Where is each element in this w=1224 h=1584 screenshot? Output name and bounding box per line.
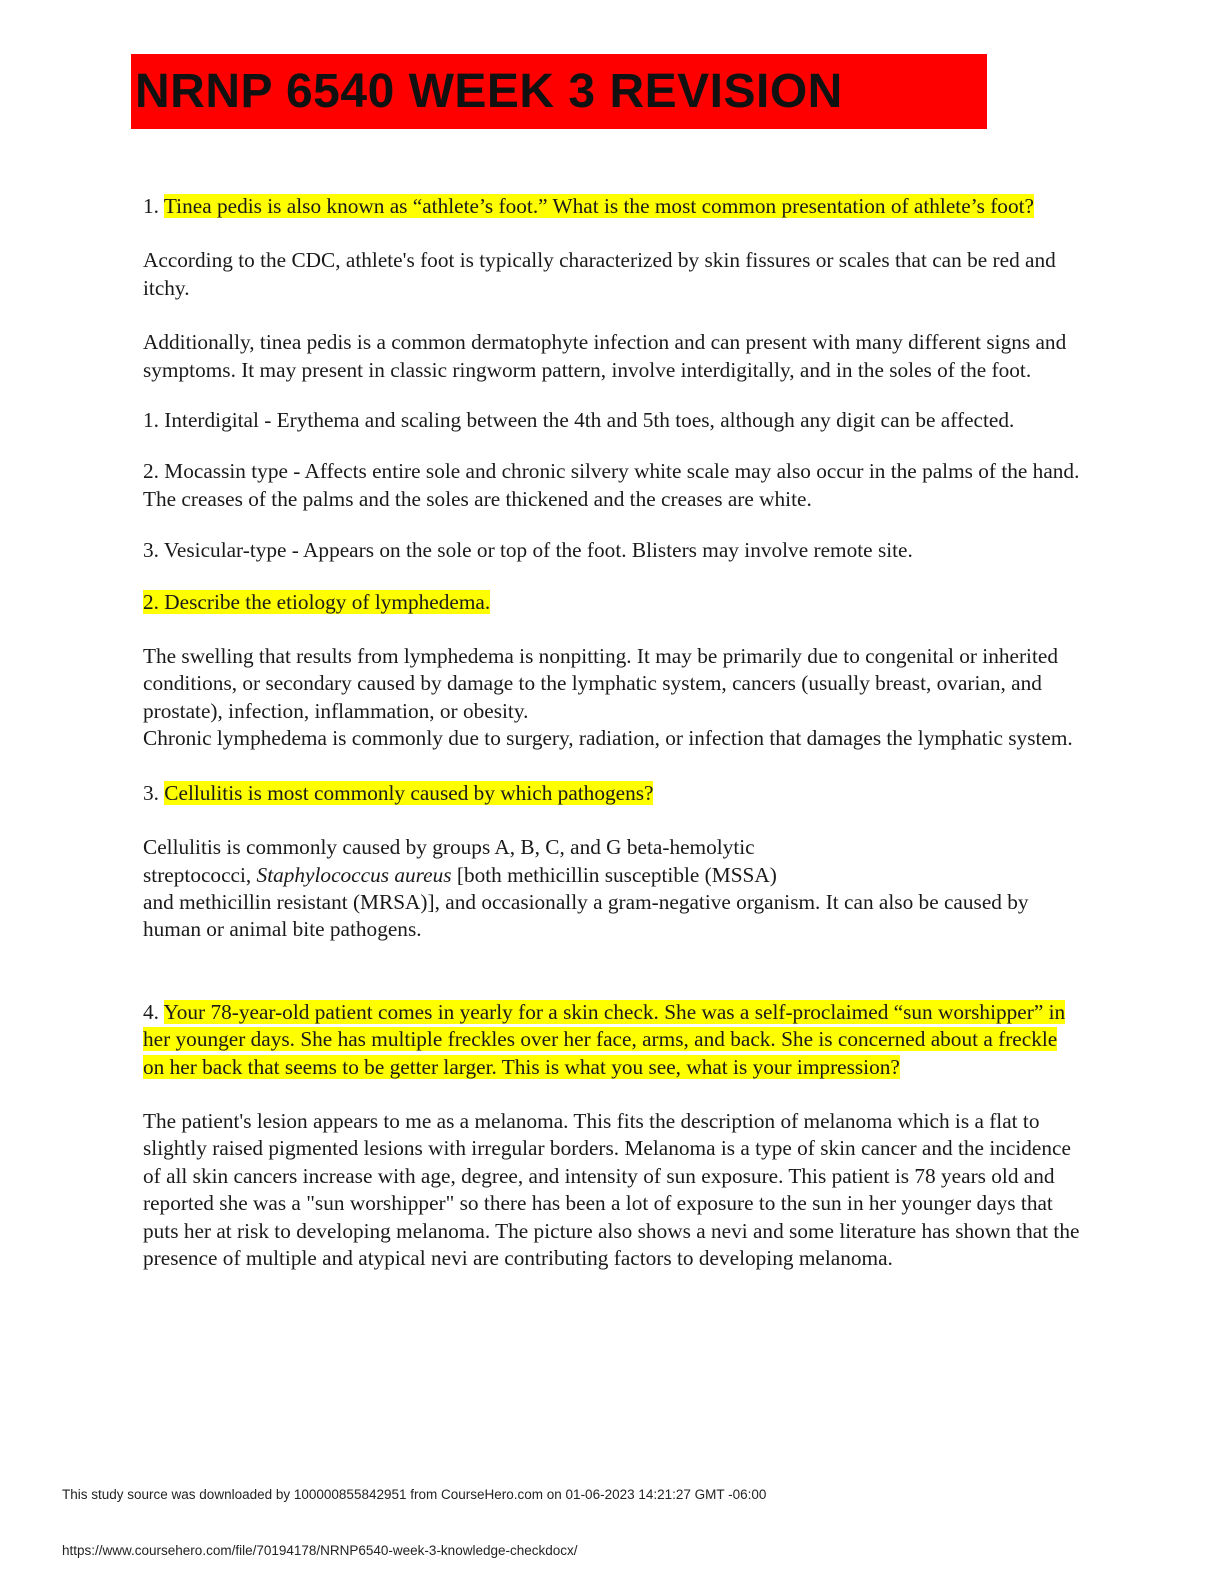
answer-4-paragraph: The patient's lesion appears to me as a melanoma. This fits the description of melanoma which is a flat to slightly raised pigmented lesions with irregular borders. Melanoma is a type of skin cancer and the incidence of all skin cancers increase with age, degree, and intensity of sun exposure. This patient is 78 years old and reported she was a "sun worshipper" so there has been a lot of exposure to the sun in her younger days that puts her at risk to developing melanoma. The picture also shows a nevi and some literature has shown that the presence of multiple and atypical nevi are contributing factors to developing melanoma. — [143, 1108, 1080, 1270]
document-body — [143, 193, 1083, 1272]
answer-2-paragraph-2: Chronic lymphedema is commonly due to surgery, radiation, or infection that damages the lymphatic system. — [143, 726, 1073, 751]
answer-1-list-item-1: 1. Interdigital - Erythema and scaling between the 4th and 5th toes, although any digit can be affected. — [143, 408, 1015, 433]
answer-1-list-item-2: 2. Mocassin type - Affects entire sole and chronic silvery white scale may also occur in the palms of the hand. The creases of the palms and the soles are thickened and the creases are white. — [143, 459, 1080, 511]
download-note: This study source was downloaded by 100000855842951 from CourseHero.com on 01-06-2023 14:21:27 GMT -06:00 — [62, 1487, 767, 1502]
question-3-number: 3. — [143, 780, 165, 805]
answer-3-line-3: and methicillin resistant (MRSA)], and occasionally a gram-negative organism. It can also be caused by human or animal bite pathogens. — [143, 889, 1029, 942]
title-banner — [131, 54, 987, 129]
question-4-text: Your 78-year-old patient comes in yearly for a skin check. She was a self-proclaimed “sun worshipper” in her younger days. She has multiple freckles over her face, arms, and back. She is concerned about a freckle on her back that seems to be getter larger. This is what you see, what is your impression? — [143, 999, 1066, 1079]
answer-1-paragraph-1: According to the CDC, athlete's foot is typically characterized by skin fissures or scales that can be red and itchy. — [143, 248, 1056, 300]
question-2 — [143, 589, 1083, 616]
answer-3-rest: [both methicillin susceptible (MSSA) — [451, 862, 777, 887]
question-4 — [143, 999, 1083, 1081]
page-title: NRNP 6540 WEEK 3 REVISION — [135, 65, 843, 118]
answer-2-paragraph-1: The swelling that results from lymphedema is nonpitting. It may be primarily due to congenital or inherited conditions, or secondary caused by damage to the lymphatic system, cancers (usually breast, ovarian, and prostate), infection, inflammation, or obesity. — [143, 644, 1058, 723]
question-4-number: 4. — [143, 999, 164, 1024]
answer-3-line-2 — [143, 862, 1083, 889]
question-1-text: Tinea pedis is also known as “athlete’s foot.” What is the most common presentation of athlete’s foot? — [163, 194, 1034, 218]
question-1 — [143, 193, 1083, 220]
answer-3-prefix: streptococci, — [143, 862, 257, 887]
question-1-number: 1. — [143, 194, 164, 218]
answer-3-line-1: Cellulitis is commonly caused by groups A, B, C, and G beta-hemolytic — [143, 835, 755, 860]
answer-1-paragraph-2: Additionally, tinea pedis is a common dermatophyte infection and can present with many different signs and symptoms. It may present in classic ringworm pattern, involve interdigitally, and in the soles of the foot. — [143, 330, 1067, 382]
question-2-text: 2. Describe the etiology of lymphedema. — [143, 589, 491, 614]
answer-1-list-item-3: 3. Vesicular-type - Appears on the sole or top of the foot. Blisters may involve remote site. — [143, 538, 913, 563]
answer-3-organism: Staphylococcus aureus — [256, 862, 452, 887]
question-3-text: Cellulitis is most commonly caused by which pathogens? — [164, 780, 654, 805]
source-url[interactable]: https://www.coursehero.com/file/70194178/NRNP6540-week-3-knowledge-checkdocx/ — [62, 1543, 578, 1558]
question-3 — [143, 780, 1083, 807]
